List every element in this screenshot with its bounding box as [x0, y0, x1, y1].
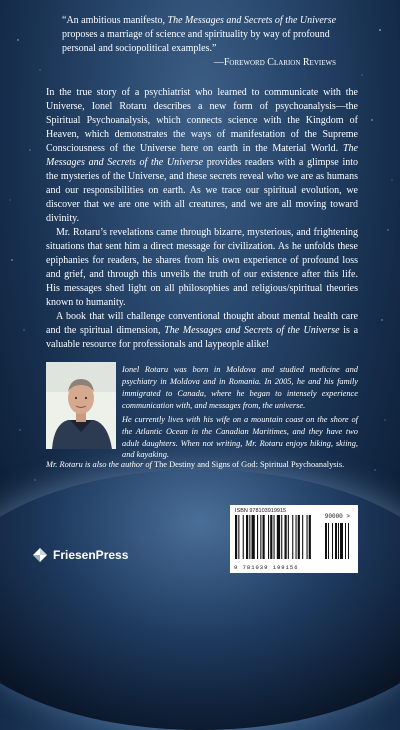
review-quote: “An ambitious manifesto, The Messages and Secrets of the Universe proposes a marriage of science and spirituality by way of profound personal and sociopolitical examples.” —Foreword Clarion Reviews	[62, 14, 352, 70]
price-code: 90000 >	[324, 513, 350, 520]
book-description	[46, 86, 358, 352]
author-photo	[46, 362, 116, 449]
friesenpress-icon	[32, 547, 48, 563]
description-paragraph-3: A book that will challenge conventional thought about mental health care and the spiritual dimension, The Messages and Secrets of the Universe is a valuable resource for professionals and laypeople alike!	[46, 311, 359, 350]
author-other-works: Mr. Rotaru is also the author of The Destiny and Signs of God: Spiritual Psychoanalysis.	[46, 460, 345, 469]
publisher-name: FriesenPress	[53, 548, 129, 562]
quote-attribution: —Foreword Clarion Reviews	[213, 57, 336, 68]
publisher-logo	[32, 547, 128, 563]
bio-paragraph-1: Ionel Rotaru was born in Moldova and studied medicine and psychiatry in Moldova and in Romania. In 2005, he and his family immigrated to Canada, where he began to intensely experience communication with, and messages from, the universe.	[122, 365, 358, 410]
description-paragraph-2: Mr. Rotaru’s revelations came through bizarre, mysterious, and frightening situations that sent him a direct message for civilization. As he unfolds these epiphanies for readers, he shares from his own experience of profound loss and grief, and through this unveils the truth of our existence after this life. His messages shed light on all philosophies and religious/spiritual theories known to humanity.	[46, 227, 358, 308]
barcode-bars	[235, 515, 353, 562]
author-bio	[122, 364, 358, 463]
isbn-label: ISBN 978103919915	[235, 508, 287, 514]
description-paragraph-1: In the true story of a psychiatrist who learned to communicate with the Universe, Ionel Rotaru describes a new form of psychoanalysis—the Spiritual Psychoanalysis, which connects science with the Kingdom of Heaven, which demonstrates the ways of manifestation of the Supreme Consciousness of the Universe here on earth in the Material World. The Messages and Secrets of the Universe provides readers with a glimpse into the mysteries of the Universe, and these secrets reveal who we are as humans and our responsibilities on earth. As we trace our spiritual evolution, we discover that we are one with all creatures, and we are all moving toward divinity.	[46, 87, 358, 224]
bio-paragraph-2: He currently lives with his wife on a mountain coast on the shore of the Atlantic Ocean in the Canadian Maritimes, and they have two adult daughters. When not writing, Mr. Rotaru enjoys hiking, skiing, and kayaking.	[122, 414, 358, 460]
isbn-digits: 9 781039 199156	[234, 564, 299, 571]
isbn-barcode	[230, 505, 358, 573]
